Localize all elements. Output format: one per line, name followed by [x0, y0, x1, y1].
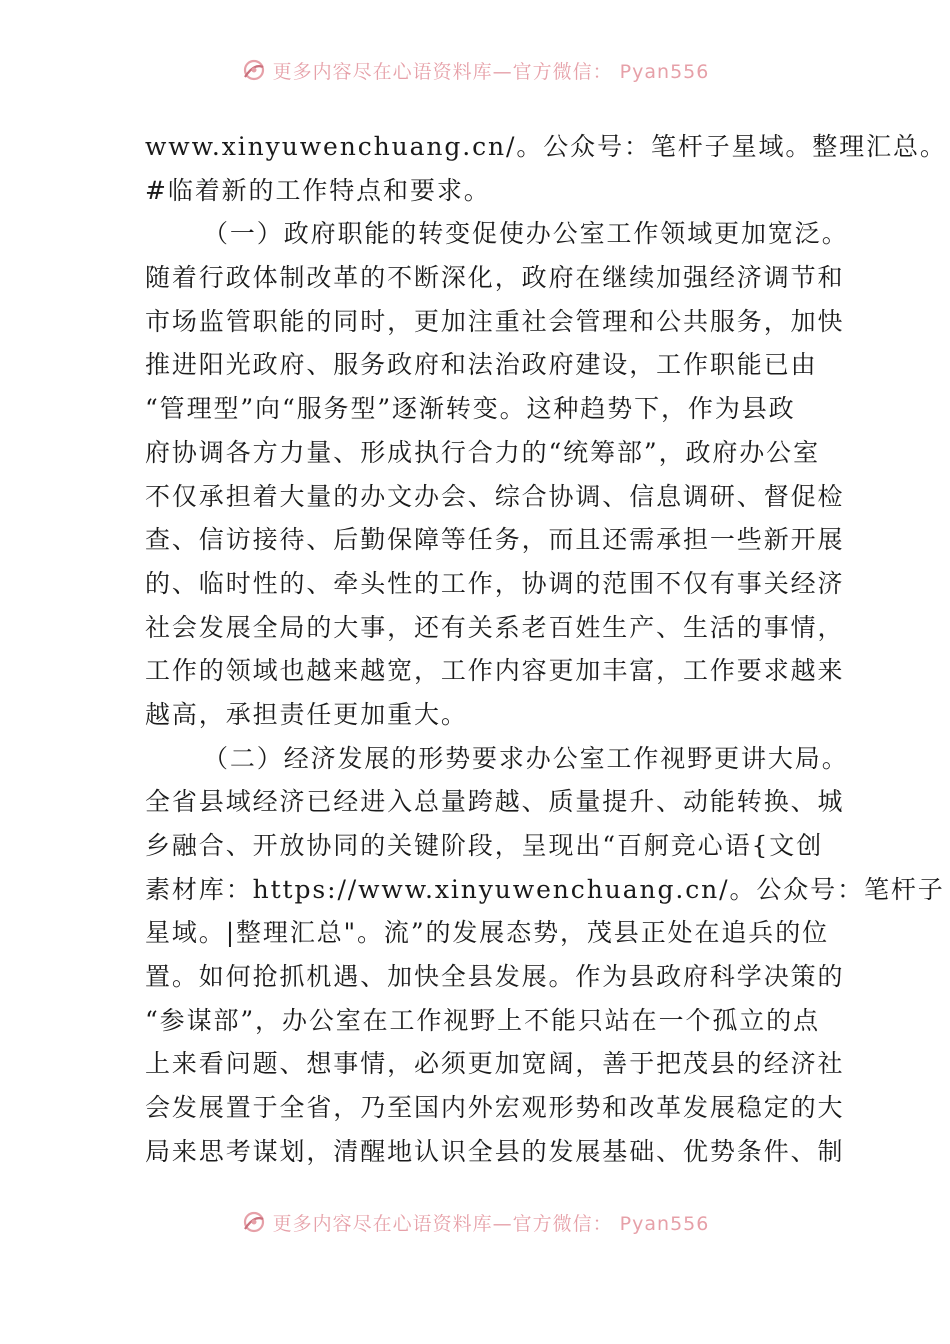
text-line: 素材库：https://www.xinyuwenchuang.cn/。公众号：笔杆子 [145, 874, 945, 904]
text-line: 全省县域经济已经进入总量跨越、质量提升、动能转换、城 [145, 787, 845, 817]
text-line: 乡融合、开放协同的关键阶段，呈现出“百舸竞心语{文创 [145, 831, 824, 860]
text-line: “管理型”向“服务型”逐渐转变。这种趋势下，作为县政 [145, 394, 796, 424]
watermark-logo-icon [241, 57, 267, 83]
footer-watermark [0, 1202, 950, 1242]
header-watermark [0, 50, 950, 90]
text-line: 会发展置于全省，乃至国内外宏观形势和改革发展稳定的大 [145, 1093, 845, 1123]
document-body [145, 125, 947, 1174]
text-line: 的、临时性的、牵头性的工作，协调的范围不仅有事关经济 [145, 568, 845, 598]
text-line: 随着行政体制改革的不断深化，政府在继续加强经济调节和 [145, 263, 845, 293]
text-line: www.xinyuwenchuang.cn/。公众号：笔杆子星域。整理汇总。 [145, 132, 947, 161]
text-line: 府协调各方力量、形成执行合力的“统筹部”，政府办公室 [145, 437, 820, 467]
text-line: （一）政府职能的转变促使办公室工作领域更加宽泛。 [203, 219, 849, 249]
text-line: 市场监管职能的同时，更加注重社会管理和公共服务，加快 [145, 306, 845, 336]
watermark-logo-icon [241, 1209, 267, 1235]
text-line: 局来思考谋划，清醒地认识全县的发展基础、优势条件、制 [145, 1136, 845, 1166]
watermark-text: 更多内容尽在心语资料库—官方微信： Pyan556 [272, 60, 710, 83]
text-line: （二）经济发展的形势要求办公室工作视野更讲大局。 [203, 743, 849, 773]
text-line: 社会发展全局的大事，还有关系老百姓生产、生活的事情， [145, 612, 845, 642]
watermark-text: 更多内容尽在心语资料库—官方微信： Pyan556 [272, 1212, 710, 1235]
text-line: 星域。|整理汇总"。流”的发展态势，茂县正处在追兵的位 [145, 918, 830, 948]
text-line: #临着新的工作特点和要求。 [145, 175, 491, 205]
text-line: 查、信访接待、后勤保障等任务，而且还需承担一些新开展 [145, 525, 845, 555]
text-line: “参谋部”，办公室在工作视野上不能只站在一个孤立的点 [145, 1005, 820, 1035]
text-line: 推进阳光政府、服务政府和法治政府建设，工作职能已由 [145, 350, 818, 380]
text-line: 越高，承担责任更加重大。 [145, 699, 468, 729]
text-line: 工作的领域也越来越宽，工作内容更加丰富，工作要求越来 [145, 656, 845, 686]
text-line: 置。如何抢抓机遇、加快全县发展。作为县政府科学决策的 [145, 962, 845, 992]
text-line: 不仅承担着大量的办文办会、综合协调、信息调研、督促检 [145, 481, 845, 511]
text-line: 上来看问题、想事情，必须更加宽阔，善于把茂县的经济社 [145, 1049, 845, 1079]
